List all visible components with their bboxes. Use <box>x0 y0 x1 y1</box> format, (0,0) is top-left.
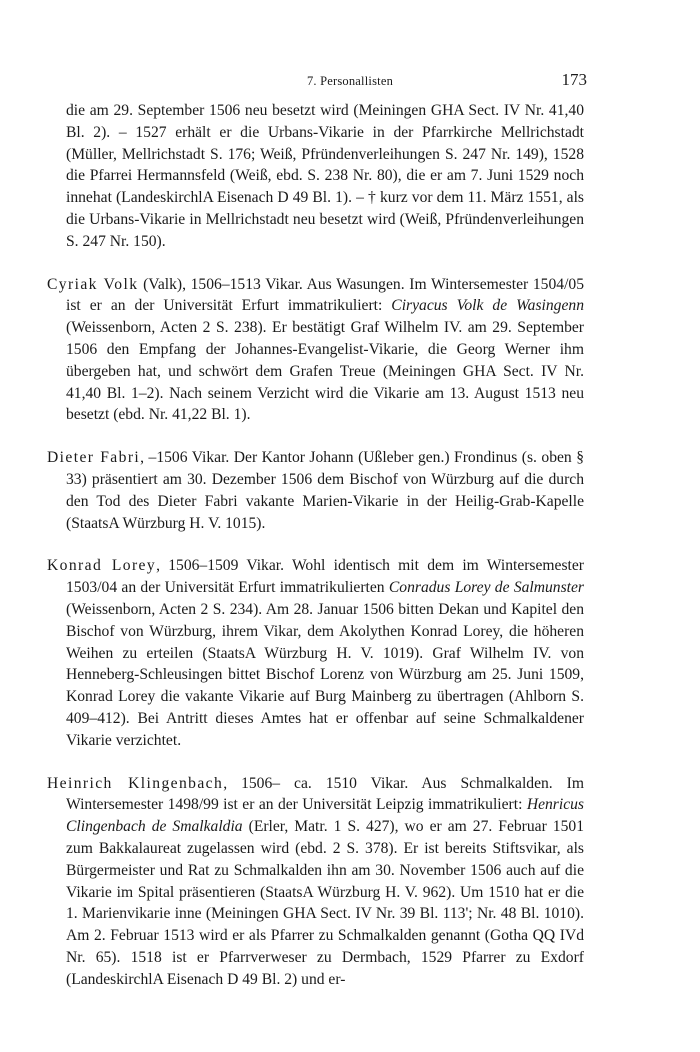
entry-quote: Conradus Lorey de Salmunster <box>388 579 584 597</box>
entry-text: (Weissenborn, Acten 2 S. 238). Er bestätigt Graf Wilhelm IV. am 29. September 1506 den Empfang der Johannes-Evangelist-Vikarie, die Georg Werner ihm übergeben hat, und schwört dem Grafen Treue (Meiningen GHA Sect. IV Nr. 41,40 Bl. 1–2). Nach seinem Verzicht wird die Vikarie am 13. August 1513 neu besetzt (ebd. Nr. 41,22 Bl. 1). <box>66 319 584 424</box>
page-number: 173 <box>561 70 587 89</box>
running-title: 7. Personallisten <box>306 74 394 88</box>
entry-text: (Erler, Matr. 1 S. 427), wo er am 27. Februar 1501 zum Bakkalaureat zugelassen wird (ebd. 2 S. 378). Er ist bereits Stiftsvikar, als Bürgermeister und Rat zu Schmalkalden ihn am 30. November 1506 auch auf die Vikarie im Spital präsentieren (StaatsA Würzburg H. V. 962). Um 1510 hat er die 1. Marienvikarie inne (Meiningen GHA Sect. IV Nr. 39 Bl. 113'; Nr. 48 Bl. 1010). Am 2. Februar 1513 wird er als Pfarrer zu Schmalkalden genannt (Gotha QQ IVd Nr. 65). 1518 ist er Pfarrverweser zu Dermbach, 1529 Pfarrer zu Exdorf (LandeskirchlA Eisenach D 49 Bl. 2) und er- <box>66 818 584 988</box>
continuation-paragraph: die am 29. September 1506 neu besetzt wird (Meiningen GHA Sect. IV Nr. 41,40 Bl. 2). – 1527 erhält er die Urbans-Vikarie in der Pfarrkirche Mellrichstadt (Müller, Mellrichstadt S. 176; Weiß, Pfründenverleihungen S. 247 Nr. 149), 1528 die Pfarrei Hermannsfeld (Weiß, ebd. S. 238 Nr. 80), die er am 7. Juni 1529 noch innehat (LandeskirchlA Eisenach D 49 Bl. 1). – † kurz vor dem 11. März 1551, als die Urbans-Vikarie in Mellrichstadt neu besetzt wird (Weiß, Pfründenverleihungen S. 247 Nr. 150). <box>66 102 584 250</box>
entry-konrad-lorey <box>47 555 584 751</box>
entry-heinrich-klingenbach <box>47 773 584 991</box>
entry-text: , 1506–1509 Vikar. Wohl identisch mit dem im Wintersemester 1503/04 an der Universität Erfurt immatrikulierten <box>66 557 584 597</box>
entry-dieter-fabri <box>47 447 584 534</box>
text-block <box>47 100 584 1011</box>
entry-name: Heinrich Klingenbach <box>47 774 224 792</box>
entry-quote: Henricus Clingenbach de Smalkaldia <box>66 796 584 836</box>
entry-quote: Ciryacus Volk de Wasingenn <box>391 297 584 315</box>
entry-name: Cyriak Volk <box>47 275 139 293</box>
entry-text: , 1506– ca. 1510 Vikar. Aus Schmalkalden. Im Wintersemester 1498/99 ist er an der Universität Leipzig immatrikuliert: <box>66 774 585 814</box>
entry-cyriak-volk <box>47 274 584 427</box>
entry-text: , –1506 Vikar. Der Kantor Johann (Ußleber gen.) Frondinus (s. oben § 33) präsentiert am 30. Dezember 1506 dem Bischof von Würzburg auf die durch den Tod des Dieter Fabri vakante Marien-Vikarie in der Heilig-Grab-Kapelle (StaatsA Würzburg H. V. 1015). <box>66 449 584 532</box>
entry-name: Konrad Lorey <box>47 557 157 575</box>
running-head <box>0 70 700 92</box>
entry-name: Dieter Fabri <box>47 449 141 467</box>
entry-text: (Weissenborn, Acten 2 S. 234). Am 28. Januar 1506 bitten Dekan und Kapitel den Bischof von Würzburg, ihrem Vikar, dem Akolythen Konrad Lorey, die höheren Weihen zu erteilen (StaatsA Würzburg H. V. 1019). Graf Wilhelm IV. von Henneberg-Schleusingen bittet Bischof Lorenz von Würzburg am 25. Juni 1509, Konrad Lorey die vakante Vikarie auf Burg Mainberg zu übertragen (Ahlborn S. 409–412). Bei Antritt dieses Amtes hat er offenbar auf seine Schmalkaldener Vikarie verzichtet. <box>66 600 584 749</box>
entry-text: (Valk), 1506–1513 Vikar. Aus Wasungen. Im Wintersemester 1504/05 ist er an der Universität Erfurt immatrikuliert: <box>66 275 584 315</box>
